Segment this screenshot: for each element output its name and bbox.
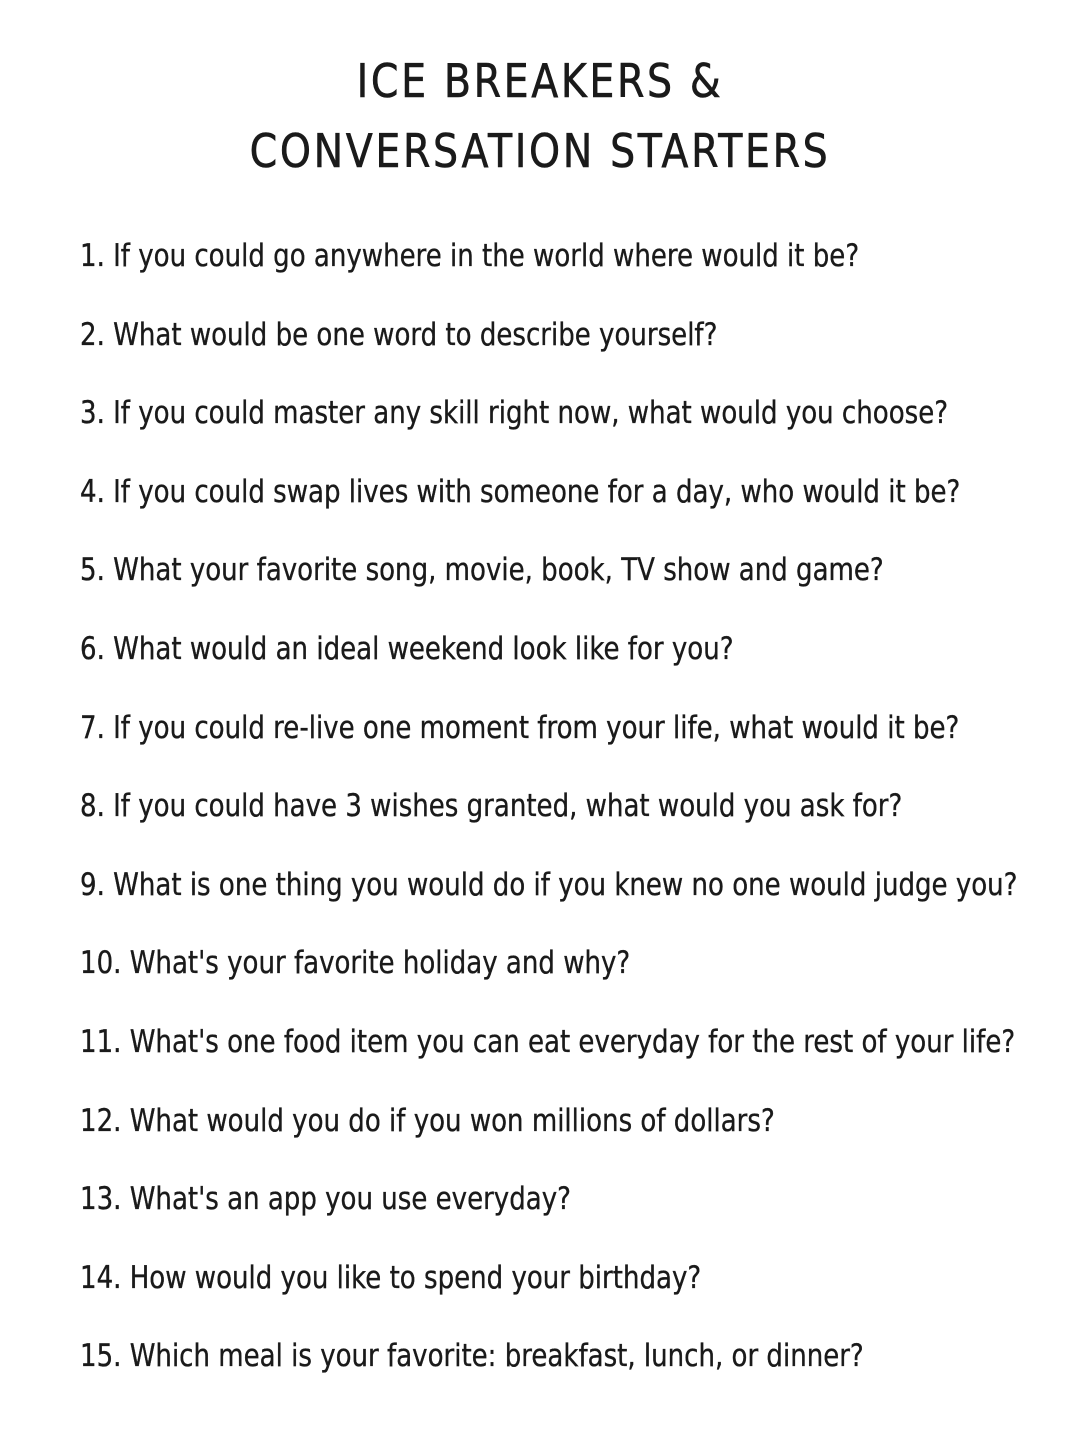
question-item: 11. What's one food item you can eat everyday for the rest of your life? [80,1023,1016,1060]
question-item: 6. What would an ideal weekend look like for you? [80,630,734,667]
question-item: 4. If you could swap lives with someone for a day, who would it be? [80,473,961,510]
question-item: 2. What would be one word to describe yourself? [80,316,718,353]
question-item: 14. How would you like to spend your birthday? [80,1259,702,1296]
question-item: 13. What's an app you use everyday? [80,1181,571,1218]
question-item: 3. If you could master any skill right now, what would you choose? [80,395,949,432]
question-item: 9. What is one thing you would do if you knew no one would judge you? [80,866,1018,903]
question-item: 12. What would you do if you won millions of dollars? [80,1102,775,1139]
question-item: 10. What's your favorite holiday and why? [80,945,631,982]
question-list [80,230,1040,1409]
question-item: 5. What your favorite song, movie, book, TV show and game? [80,552,884,589]
title-line-1: ICE BREAKERS & [356,54,724,108]
question-item: 7. If you could re-live one moment from your life, what would it be? [80,709,960,746]
title-line-2: CONVERSATION STARTERS [249,124,831,178]
question-item: 8. If you could have 3 wishes granted, what would you ask for? [80,788,903,825]
question-item: 1. If you could go anywhere in the world where would it be? [80,238,860,274]
question-item: 15. Which meal is your favorite: breakfast, lunch, or dinner? [80,1338,864,1375]
